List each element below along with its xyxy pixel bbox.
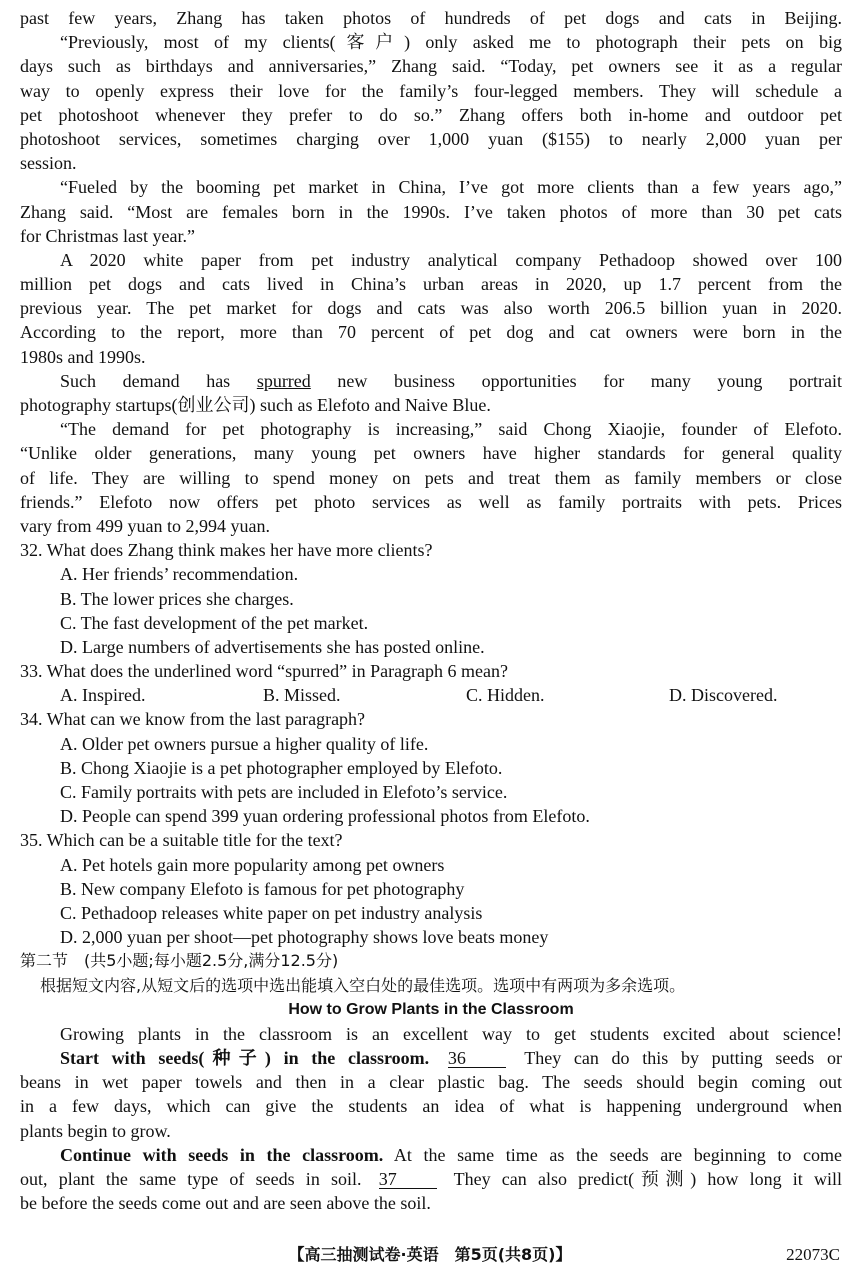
passage-line: According to the report, more than 70 percent of pet dog and cat owners were born in the — [20, 322, 842, 343]
article-title: How to Grow Plants in the Classroom — [288, 1000, 574, 1018]
section-instruction: 根据短文内容,从短文后的选项中选出能填入空白处的最佳选项。选项中有两项为多余选项。 — [40, 975, 686, 995]
page-footer — [0, 1242, 860, 1268]
passage-line: for Christmas last year.” — [20, 225, 195, 246]
question-33-option-b: B. Missed. — [263, 685, 341, 706]
question-32-stem: 32. What does Zhang think makes her have more clients? — [20, 540, 433, 561]
question-33-options — [20, 683, 842, 707]
blank-36[interactable]: 36 — [448, 1049, 506, 1068]
passage-line — [20, 1167, 842, 1191]
passage-line: “Unlike older generations, many young pet owners have higher standards for general quality — [20, 443, 842, 464]
footer-exam-code: 22073C — [786, 1245, 840, 1264]
question-34-option-b: B. Chong Xiaojie is a pet photographer employed by Elefoto. — [60, 757, 503, 778]
passage-line — [20, 369, 842, 393]
passage-line — [20, 1046, 842, 1070]
subheading: Start with seeds(种子) in the classroom. — [60, 1048, 430, 1069]
passage-line: “Previously, most of my clients(客户) only asked me to photograph their pets on big — [60, 32, 842, 53]
passage-line: friends.” Elefoto now offers pet photo services as well as family portraits with pets. Prices — [20, 491, 842, 512]
passage-line: photoshoot services, sometimes charging over 1,000 yuan ($155) to nearly 2,000 yuan per — [20, 128, 842, 149]
passage-line: plants begin to grow. — [20, 1120, 171, 1141]
passage-line: “Fueled by the booming pet market in China, I’ve got more clients than a few years ago,” — [60, 177, 842, 198]
passage-line: 1980s and 1990s. — [20, 346, 146, 367]
question-33-option-d: D. Discovered. — [669, 685, 778, 706]
passage-line: Growing plants in the classroom is an excellent way to get students excited about science! — [60, 1023, 842, 1044]
text-segment: They can also predict(预测) how long it will — [453, 1169, 842, 1189]
text-segment: new business opportunities for many young portrait — [337, 370, 842, 391]
passage-line: of life. They are willing to spend money on pets and treat them as family members or close — [20, 467, 842, 488]
passage-line: way to openly express their love for the family’s four-legged members. They will schedule a — [20, 80, 842, 101]
passage-line: million pet dogs and cats lived in China’s urban areas in 2020, up 1.7 percent from the — [20, 274, 842, 295]
passage-line: session. — [20, 153, 77, 174]
blank-37[interactable]: 37 — [379, 1170, 437, 1189]
question-34-option-a: A. Older pet owners pursue a higher quality of life. — [60, 733, 429, 754]
question-34-option-c: C. Family portraits with pets are included in Elefoto’s service. — [60, 782, 508, 802]
question-34-stem: 34. What can we know from the last paragraph? — [20, 709, 366, 730]
question-32-option-c: C. The fast development of the pet market. — [60, 612, 369, 633]
passage-line: pet photoshoot whenever they prefer to do so.” Zhang offers both in-home and outdoor pet — [20, 104, 842, 125]
text-segment: They can do this by putting seeds or — [524, 1048, 842, 1069]
question-33-option-c: C. Hidden. — [466, 685, 545, 706]
question-32-option-b: B. The lower prices she charges. — [60, 588, 294, 609]
question-33-stem: 33. What does the underlined word “spurred” in Paragraph 6 mean? — [20, 661, 509, 682]
passage-line: previous year. The pet market for dogs and cats was also worth 206.5 billion yuan in 2020. — [20, 298, 842, 319]
passage-line: “The demand for pet photography is increasing,” said Chong Xiaojie, founder of Elefoto. — [60, 419, 842, 440]
footer-page-info: 【高三抽测试卷·英语 第5页(共8页)】 — [288, 1245, 572, 1264]
passage-line: A 2020 white paper from pet industry analytical company Pethadoop showed over 100 — [60, 249, 842, 270]
passage-line: days such as birthdays and anniversaries,” Zhang said. “Today, pet owners see it as a regular — [20, 56, 842, 77]
text-segment: At the same time as the seeds are beginning to come — [393, 1144, 842, 1165]
passage-line: vary from 499 yuan to 2,994 yuan. — [20, 515, 270, 536]
section-heading: 第二节 (共5小题;每小题2.5分,满分12.5分) — [20, 951, 339, 971]
question-35-option-a: A. Pet hotels gain more popularity among pet owners — [60, 854, 445, 875]
question-32-option-d: D. Large numbers of advertisements she has posted online. — [60, 636, 485, 657]
passage-line: beans in wet paper towels and then in a clear plastic bag. The seeds should begin coming out — [20, 1072, 842, 1093]
passage-line: be before the seeds come out and are seen above the soil. — [20, 1193, 431, 1214]
passage-line — [20, 1143, 842, 1167]
subheading: Continue with seeds in the classroom. — [60, 1144, 384, 1165]
question-33-option-a: A. Inspired. — [60, 685, 146, 706]
text-segment: Such demand has — [60, 370, 231, 391]
question-35-option-b: B. New company Elefoto is famous for pet photography — [60, 878, 465, 899]
question-35-stem: 35. Which can be a suitable title for the text? — [20, 830, 343, 851]
passage-line: photography startups(创业公司) such as Elefoto and Naive Blue. — [20, 395, 491, 415]
text-segment: out, plant the same type of seeds in soil. — [20, 1169, 362, 1189]
passage-line: in a few days, which can give the students an idea of what is happening underground when — [20, 1096, 842, 1117]
question-35-option-d: D. 2,000 yuan per shoot—pet photography shows love beats money — [60, 927, 549, 948]
question-35-option-c: C. Pethadoop releases white paper on pet industry analysis — [60, 902, 483, 923]
question-32-option-a: A. Her friends’ recommendation. — [60, 564, 299, 585]
underlined-word: spurred — [256, 370, 311, 391]
passage-line: past few years, Zhang has taken photos of hundreds of pet dogs and cats in Beijing. — [20, 8, 842, 28]
question-34-option-d: D. People can spend 399 yuan ordering professional photos from Elefoto. — [60, 806, 590, 827]
passage-line: Zhang said. “Most are females born in the 1990s. I’ve taken photos of more than 30 pet cats — [20, 201, 842, 222]
